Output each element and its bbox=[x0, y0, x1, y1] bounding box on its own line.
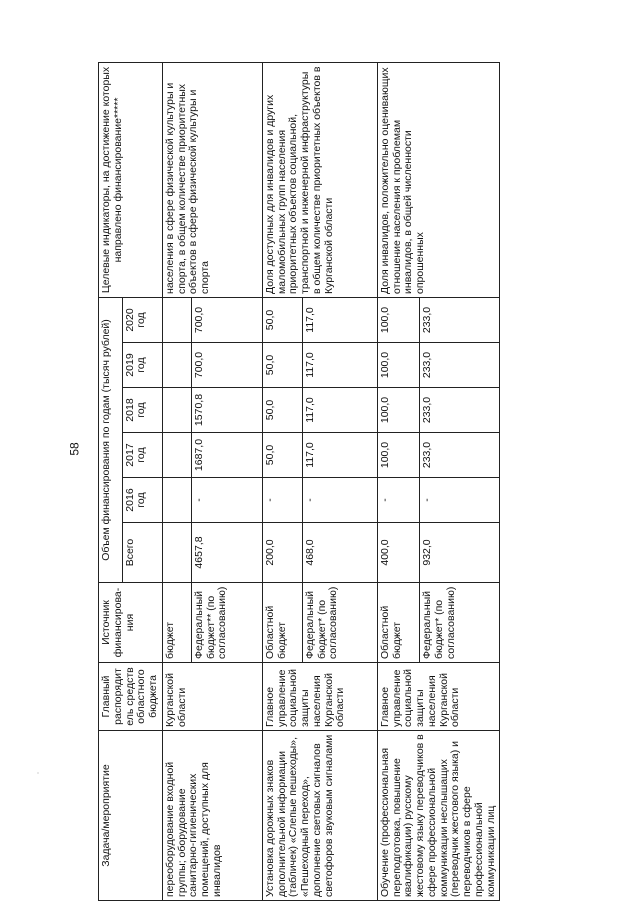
distributor-cell: Главное управление социальной защиты населения Курганской области bbox=[377, 663, 500, 731]
task-cell: Обучение (профессиональная переподготовка, повышение квалификации) русскому жестовому языку переводчиков в сфере профессиональной коммуникации неслышащих (переводчик жестового языка) и переводчиков в сфере профессиональной коммуникации лиц bbox=[377, 731, 500, 901]
header-year: 2016 год bbox=[122, 478, 162, 523]
source-cell: Областной бюджет bbox=[377, 583, 420, 663]
header-row-1 bbox=[99, 62, 123, 900]
value-cell: 700,0 bbox=[191, 343, 262, 388]
table-row bbox=[262, 62, 302, 900]
value-cell: - bbox=[420, 478, 500, 523]
value-cell bbox=[162, 433, 191, 478]
value-cell: 117,0 bbox=[302, 433, 377, 478]
header-year: 2018 год bbox=[122, 388, 162, 433]
value-cell: 100,0 bbox=[377, 297, 420, 342]
table-row bbox=[162, 62, 191, 900]
distributor-cell: Главное управление социальной защиты населения Курганской области bbox=[262, 663, 377, 731]
table-row bbox=[377, 62, 420, 900]
value-cell: 117,0 bbox=[302, 297, 377, 342]
table-wrapper bbox=[98, 63, 579, 901]
header-source: Источник финансирова-ния bbox=[99, 583, 163, 663]
value-cell: 50,0 bbox=[262, 388, 302, 433]
value-cell bbox=[162, 523, 191, 583]
rotated-table-area bbox=[98, 63, 579, 901]
value-cell bbox=[162, 478, 191, 523]
source-cell: Федеральный бюджет* (по согласованию) bbox=[420, 583, 500, 663]
header-distributor: Главный распорядитель средств областного бюджета bbox=[99, 663, 163, 731]
value-cell bbox=[162, 388, 191, 433]
value-cell: - bbox=[377, 478, 420, 523]
page-number: 58 bbox=[67, 442, 82, 456]
task-cell: Установка дорожных знаков дополнительной информации (табличек) «Слепые пешеходы», «Пешеходный переход», дополнение световых сигналов светофоров звуковым сигналами bbox=[262, 731, 377, 901]
value-cell: 100,0 bbox=[377, 388, 420, 433]
value-cell: 50,0 bbox=[262, 297, 302, 342]
distributor-cell: Курганской области bbox=[162, 663, 262, 731]
source-cell: бюджет bbox=[162, 583, 191, 663]
header-year: 2020 год bbox=[122, 297, 162, 342]
indicator-cell: населения в сфере физической культуры и спорта, в общем количестве приоритетных объектов в сфере физической культуры и спорта bbox=[162, 62, 262, 297]
indicator-cell: Доля доступных для инвалидов и других маломобильных групп населения приоритетных объектов социальной, транспортной и инженерной инфраструктуры в общем количестве приоритетных объектов в Курганской области bbox=[262, 62, 377, 297]
source-cell: Федеральный бюджет** (по согласованию) bbox=[191, 583, 262, 663]
value-cell: 233,0 bbox=[420, 297, 500, 342]
value-cell: 100,0 bbox=[377, 343, 420, 388]
value-cell: - bbox=[302, 478, 377, 523]
value-cell: 1570,8 bbox=[191, 388, 262, 433]
header-indicators: Целевые индикаторы, на достижение которых направлено финансирование***** bbox=[99, 62, 163, 297]
value-cell: 4657,8 bbox=[191, 523, 262, 583]
scan-mark: · bbox=[32, 771, 43, 775]
source-cell: Федеральный бюджет* (по согласованию) bbox=[302, 583, 377, 663]
header-volume: Объем финансирования по годам (тысяч рублей) bbox=[99, 297, 123, 582]
value-cell bbox=[162, 343, 191, 388]
value-cell: 233,0 bbox=[420, 343, 500, 388]
value-cell: 117,0 bbox=[302, 388, 377, 433]
value-cell: - bbox=[262, 478, 302, 523]
value-cell: 50,0 bbox=[262, 433, 302, 478]
indicator-cell: Доля инвалидов, положительно оценивающих отношение населения к проблемам инвалидов, в общей численности опрошенных bbox=[377, 62, 500, 297]
value-cell: 233,0 bbox=[420, 433, 500, 478]
value-cell: 1687,0 bbox=[191, 433, 262, 478]
value-cell bbox=[162, 297, 191, 342]
value-cell: 468,0 bbox=[302, 523, 377, 583]
financing-table bbox=[98, 62, 500, 901]
value-cell: 117,0 bbox=[302, 343, 377, 388]
value-cell: - bbox=[191, 478, 262, 523]
header-year: 2019 год bbox=[122, 343, 162, 388]
value-cell: 50,0 bbox=[262, 343, 302, 388]
header-year: 2017 год bbox=[122, 433, 162, 478]
value-cell: 400,0 bbox=[377, 523, 420, 583]
value-cell: 932,0 bbox=[420, 523, 500, 583]
header-total: Всего bbox=[122, 523, 162, 583]
value-cell: 100,0 bbox=[377, 433, 420, 478]
value-cell: 700,0 bbox=[191, 297, 262, 342]
value-cell: 200,0 bbox=[262, 523, 302, 583]
header-task: Задача/мероприятие bbox=[99, 731, 163, 901]
source-cell: Областной бюджет bbox=[262, 583, 302, 663]
value-cell: 233,0 bbox=[420, 388, 500, 433]
task-cell: переоборудование входной группы; оборудование санитарно-гигиенических помещений, доступных для инвалидов bbox=[162, 731, 262, 901]
